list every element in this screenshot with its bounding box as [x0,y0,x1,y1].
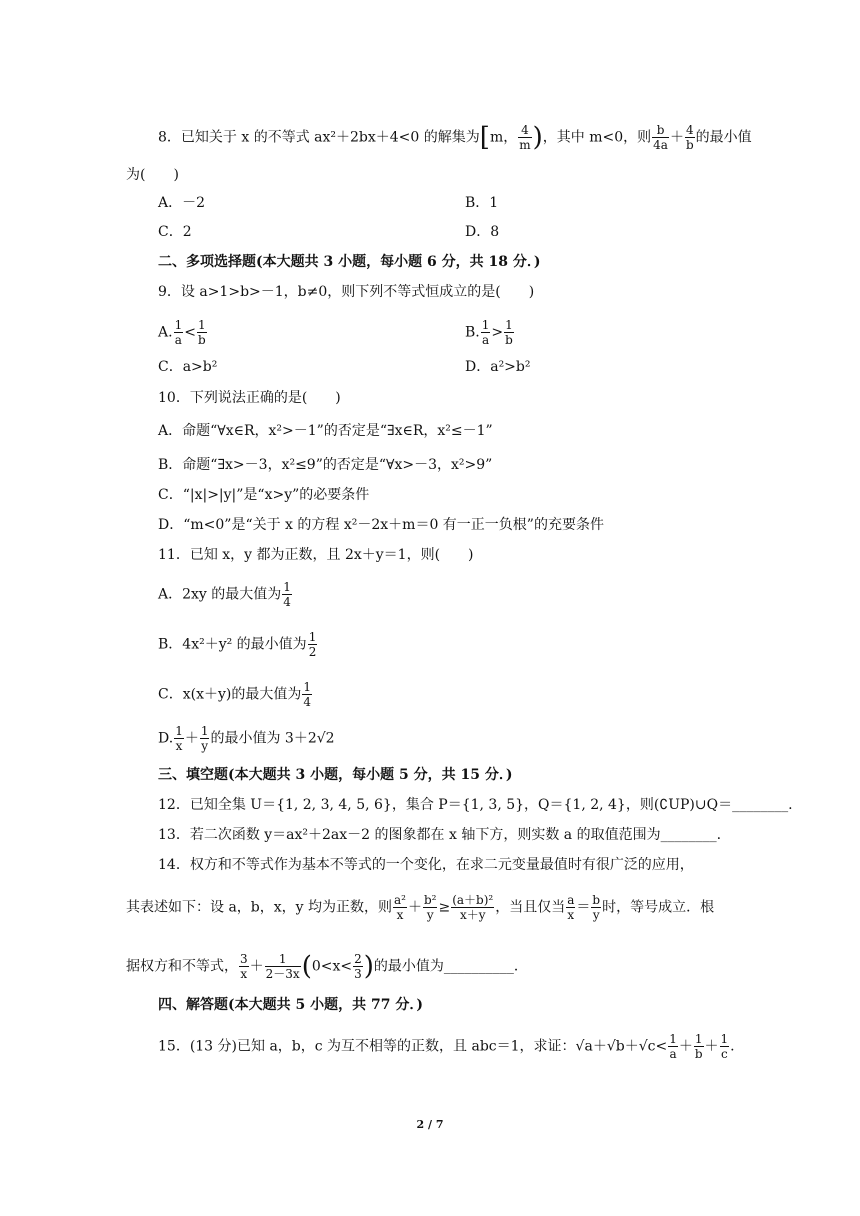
q9-option-b [465,318,515,347]
frac-den: y [592,908,600,922]
frac [720,1032,730,1061]
frac [451,893,494,922]
q14-text: 据权方和不等式， [126,958,238,975]
frac [174,724,184,753]
question-8-line-1 [158,123,752,152]
frac [282,580,292,609]
frac-den: c [720,1047,728,1061]
frac-num: 1 [200,724,209,738]
frac-num: 1 [197,318,206,332]
bracket-left: [ [479,122,490,153]
frac-num: 1 [175,724,183,738]
q8-text: 8．已知关于 x 的不等式 ax²＋2bx＋4<0 的解集为 [158,129,480,146]
frac [308,630,318,659]
frac-den: a [174,333,182,347]
frac-den: 4a [653,138,668,152]
q11-option-b [158,630,318,659]
q8-text-c: 的最小值 [695,129,752,146]
operator: ＋ [184,730,199,747]
operator: < [184,324,196,341]
frac [197,318,207,347]
frac [566,893,575,922]
frac-den: 4 [283,595,291,609]
frac-den: y [201,739,209,753]
operator: ＋ [678,1038,693,1055]
q10-option-b: B．命题“∃x>－3，x²≤9”的否定是“∀x>－3，x²>9” [158,457,493,473]
frac-num: 2 [354,952,362,966]
q8-frac-b-4a [652,123,669,152]
option-label: D. [158,730,174,747]
operator: > [491,324,504,341]
frac-num: a² [394,893,406,907]
frac [504,318,514,347]
question-12: 12．已知全集 U＝{1, 2, 3, 4, 5, 6}，集合 P＝{1, 3, 5}，Q＝{1, 2, 4}，则(∁UP)∪Q＝________. [158,797,793,813]
frac-num: 1 [303,680,311,694]
frac-num: 1 [278,952,287,966]
frac [668,1032,678,1061]
frac-num: 1 [505,318,513,332]
frac-den: m [519,138,531,152]
option-text: 的最小值为 3＋2√2 [210,730,335,747]
frac-num: 1 [481,318,490,332]
frac-num: b [592,893,601,907]
frac-den: x [175,739,183,753]
frac-num: b² [423,893,437,907]
frac-num: a [567,893,575,907]
option-text: B．4x²＋y² 的最小值为 [158,636,307,653]
section-3-heading: 三、填空题(本大题共 3 小题，每小题 5 分，共 15 分．) [158,767,513,783]
q8-option-b: B．1 [465,195,499,211]
frac [393,893,407,922]
q9-option-d: D．a²>b² [465,359,531,375]
frac-den: a [669,1047,677,1061]
q10-option-c: C．“|x|>|y|”是“x>y”的必要条件 [158,487,370,503]
frac [694,1032,704,1061]
frac-den: 3 [354,967,362,981]
q10-option-a: A．命题“∀x∈R，x²>－1”的否定是“∃x∈R，x²≤－1” [158,423,493,439]
frac-den: b [694,1047,703,1061]
q8-option-d: D．8 [465,224,500,240]
option-text: C．x(x＋y)的最大值为 [158,686,302,703]
page-number: 2 / 7 [416,1118,444,1131]
frac-den: 2－3x [265,967,300,981]
frac-num: 1 [720,1032,729,1046]
frac-den: y [423,907,438,922]
q11-option-d [158,724,335,753]
q8-frac-4-b [685,123,695,152]
section-2-heading: 二、多项选择题(本大题共 3 小题，每小题 6 分，共 18 分．) [158,254,541,270]
q9-option-c: C．a>b² [158,359,218,375]
frac [174,318,184,347]
question-9: 9．设 a>1>b>－1，b≠0，则下列不等式恒成立的是( ) [158,284,535,300]
q8-text-b: ，其中 m<0，则 [542,129,652,146]
plus-sign: ＋ [669,129,684,146]
q14-text: 时，等号成立．根 [602,899,715,916]
q8-option-a: A．－2 [158,195,206,211]
operator: ＋ [249,958,264,975]
question-15 [158,1032,735,1061]
q8-interval-m: m， [489,129,518,146]
q15-text: 15．(13 分)已知 a，b，c 为互不相等的正数，且 abc＝1，求证：√a＋√b＋√c< [158,1038,668,1055]
q11-option-a [158,580,293,609]
frac-num: 1 [694,1032,703,1046]
frac-num: b [656,123,665,137]
section-4-heading: 四、解答题(本大题共 5 小题，共 77 分．) [158,997,423,1013]
option-label: A. [158,324,173,341]
operator: ＋ [704,1038,719,1055]
q14-text: 其表述如下：设 a，b，x，y 均为正数，则 [126,899,393,916]
frac [265,952,301,981]
frac-num: 1 [669,1032,677,1046]
question-13: 13．若二次函数 y＝ax²＋2ax－2 的图象都在 x 轴下方，则实数 a 的取值范围为________. [158,827,722,843]
q8-option-c: C．2 [158,224,192,240]
frac-num: (a＋b)² [452,893,494,907]
q14-text: ，当且仅当 [495,899,566,916]
frac [591,893,601,922]
q9-option-a [158,318,208,347]
frac-den: x [393,907,407,922]
frac-den: b [505,333,513,347]
question-10: 10．下列说法正确的是( ) [158,390,341,406]
frac [353,952,363,981]
bracket-right: ) [532,122,543,153]
frac-den: a [481,333,490,347]
frac [481,318,491,347]
frac-num: 1 [308,630,317,644]
frac-den: x [240,967,248,981]
frac-num: 1 [174,318,183,332]
period: . [730,1038,735,1055]
frac [200,724,210,753]
operator: ＝ [576,899,591,916]
condition: 0<x< [311,958,353,975]
frac-num: 1 [283,580,291,594]
frac-num: 4 [521,123,529,137]
frac-num: 4 [685,123,694,137]
frac [302,680,312,709]
frac-den: x [567,908,575,922]
frac-num: 3 [240,952,248,966]
frac-den: b [197,333,206,347]
frac-den: b [685,138,694,152]
question-14-line-2 [126,893,714,922]
frac [239,952,249,981]
operator: ≥ [438,899,451,916]
frac-den: 2 [308,645,317,659]
frac [423,893,438,922]
q11-option-c [158,680,313,709]
question-11: 11．已知 x，y 都为正数，且 2x＋y＝1，则( ) [158,547,474,563]
frac-den: x＋y [451,907,494,922]
question-8-line-2: 为( ) [126,167,179,183]
question-14-line-1: 14．权方和不等式作为基本不等式的一个变化，在求二元变量最值时有很广泛的应用， [158,857,694,873]
q8-frac-4-m [518,123,531,152]
q14-text: 的最小值为__________． [373,958,528,975]
option-label: B. [465,324,480,341]
operator: ＋ [407,899,422,916]
option-text: A．2xy 的最大值为 [158,586,282,603]
frac-den: 4 [303,695,311,709]
question-14-line-3 [126,952,528,981]
bracket-right: ) [363,951,374,982]
bracket-left: ( [301,951,312,982]
q10-option-d: D．“m<0”是“关于 x 的方程 x²－2x＋m＝0 有一正一负根”的充要条件 [158,517,604,533]
